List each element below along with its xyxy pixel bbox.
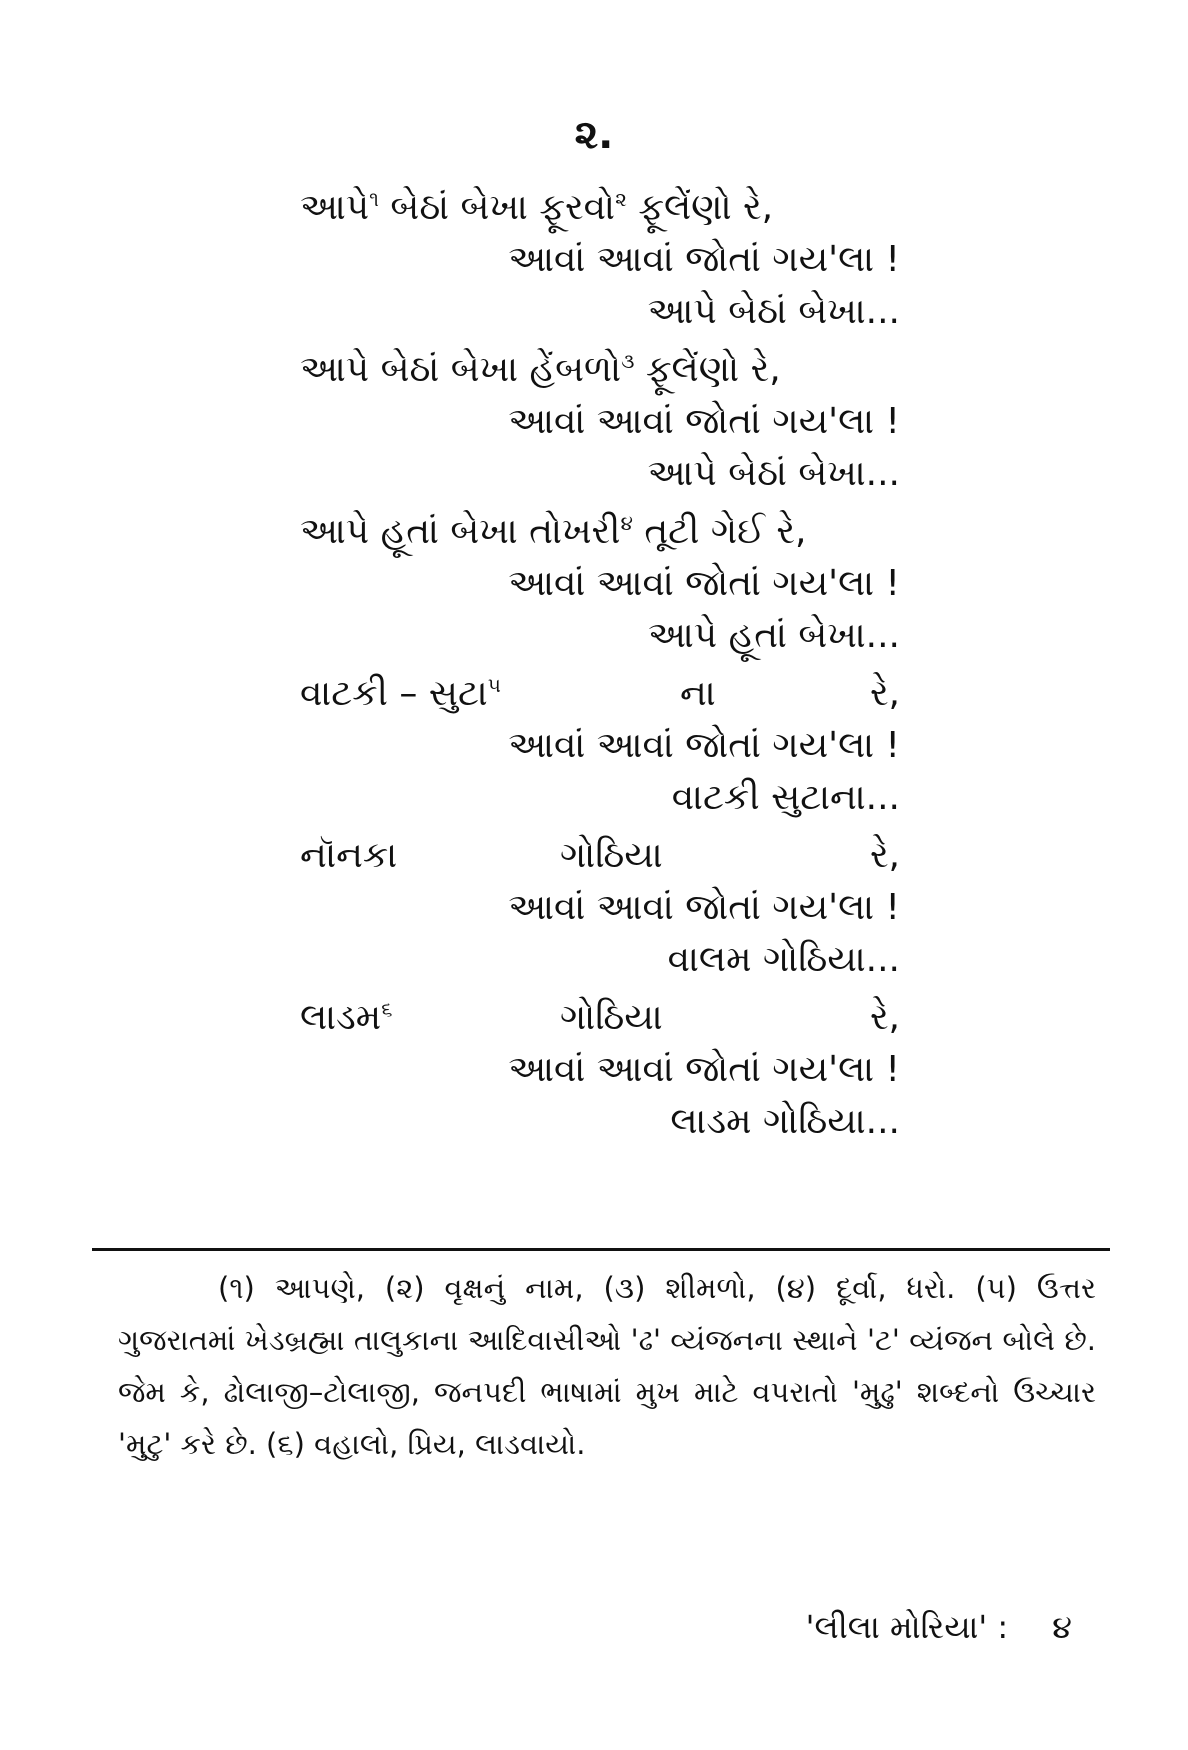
stanza-line-ending: રે, — [869, 673, 900, 714]
stanza-line-text: લાડમ$^૬$ — [300, 997, 393, 1038]
stanza-line-text: વાટકી – સુટા$^૫$ — [300, 673, 501, 714]
stanza-line-ending: રે, — [869, 835, 900, 876]
stanza-line-1 — [300, 994, 900, 1042]
stanza-line-1 — [300, 346, 900, 394]
refrain-line: આવાં આવાં જોતાં ગય'લા ! — [508, 401, 900, 442]
return-line: લાડમ ગોઠિયા... — [670, 1101, 900, 1142]
footnote-divider — [92, 1248, 1110, 1251]
stanza-line-1 — [300, 508, 900, 556]
footnotes: (૧) આપણે, (૨) વૃક્ષનું નામ, (૩) શીમળો, (૪) દૂર્વા, ધરો. (૫) ઉત્તર ગુજરાતમાં ખેડબ્રહ્મા તાલુકાના આદિવાસીઓ 'ઢ' વ્યંજનના સ્થાને 'ટ' વ્યંજન બોલે છે. જેમ કે, ઢોલાજી–ટોલાજી, જનપદી ભાષામાં મુખ માટે વપરાતો 'મુઢુ' શબ્દનો ઉચ્ચાર 'મુટુ' કરે છે. (૬) વહાલો, પ્રિય, લાડવાયો. — [118, 1271, 1096, 1461]
return-line: આપે બેઠાં બેખા... — [647, 453, 900, 494]
footnote-marker: ૨ — [615, 187, 627, 211]
refrain-line: આવાં આવાં જોતાં ગય'લા ! — [508, 725, 900, 766]
stanza-line-text: આપે$^૧$ બેઠાં બેખા ફૂરવો$^૨$ ફૂલેંણો રે, — [300, 187, 774, 228]
stanza-line-middle: ગોઠિયા — [560, 835, 663, 876]
page-number: ૨. — [574, 112, 614, 158]
footnote-marker: ૩ — [621, 349, 635, 373]
return-line: વાલમ ગોઠિયા... — [667, 939, 900, 980]
stanza-line-1 — [300, 670, 900, 718]
return-line: વાટકી સુટાના... — [671, 777, 900, 818]
running-footer — [806, 1608, 1072, 1647]
footnote-marker: ૫ — [487, 673, 501, 697]
stanza-line-text: આપે બેઠાં બેખા હેંબળો$^૩$ ફૂલેંણો રે, — [300, 349, 781, 390]
refrain-line: આવાં આવાં જોતાં ગય'લા ! — [508, 887, 900, 928]
refrain-line: આવાં આવાં જોતાં ગય'લા ! — [508, 563, 900, 604]
refrain-line: આવાં આવાં જોતાં ગય'લા ! — [508, 1049, 900, 1090]
stanza-line-1 — [300, 184, 900, 232]
footnote-marker: ૬ — [381, 997, 393, 1021]
stanza-line-ending: રે, — [869, 997, 900, 1038]
footer-page-number: ૪ — [1052, 1608, 1072, 1646]
return-line: આપે હૂતાં બેખા... — [648, 615, 900, 656]
footnote-marker: ૧ — [369, 187, 379, 211]
stanza-line-middle: ગોઠિયા — [560, 997, 663, 1038]
stanza-line-text: આપે હૂતાં બેખા તોખરી$^૪$ તૂટી ગેઈ રે, — [300, 511, 807, 552]
return-line: આપે બેઠાં બેખા... — [647, 291, 900, 332]
book-title: 'લીલા મોરિયા' : — [805, 1608, 1009, 1646]
stanza-line-text: નૉનકા — [300, 835, 398, 876]
stanza-line-middle: ના — [680, 673, 716, 714]
footnote-marker: ૪ — [620, 511, 633, 535]
stanza-line-1 — [300, 832, 900, 880]
refrain-line: આવાં આવાં જોતાં ગય'લા ! — [508, 239, 900, 280]
